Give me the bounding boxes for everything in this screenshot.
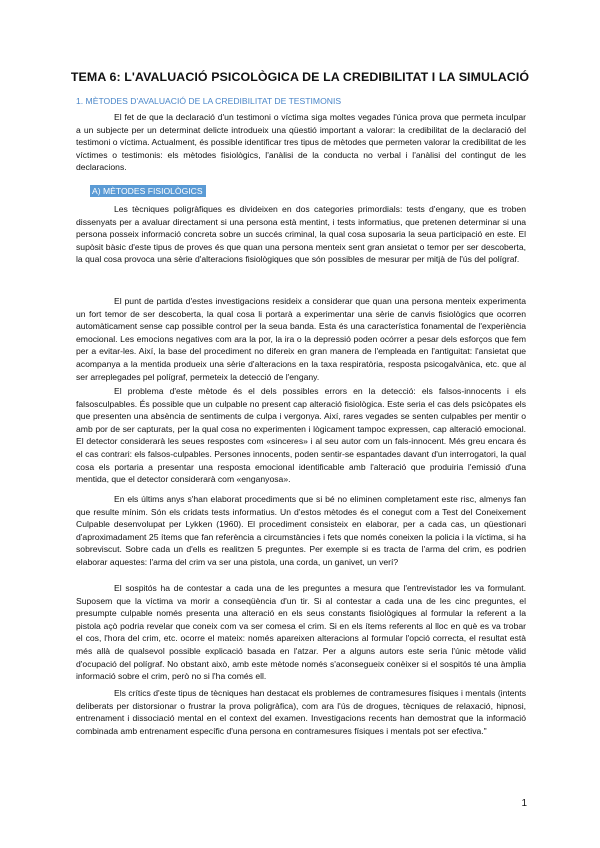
- paragraph-text: El sospitós ha de contestar a cada una de les preguntes a mesura que l'entrevistador les va formulant. Suposem que la víctima va morir a conseqüència d'un tir. Si al contestar a cada una de les cinc preguntes, el presumpte culpable només presenta una alteració en els seus constants fisiològiques al formular la referent a la pistola açò podria revelar que coneix com va ser comesa el crim. Si en els ítems referents al lloc en què es va trobar el cos, l'hora del crim, etc. ocorre el mateix: només apareixen alteracions al formular l'opció correcta, el resultat està més allà de qualsevol possible explicació basada en l'atzar. Per a alguns autors este seria l'únic mètode vàlid d'ocupació del polígraf. No obstant això, amb este mètode només s'aconsegueix conèixer si el sospitós té una àmplia informació sobre el crim, però no si l'ha comés ell.: [76, 583, 526, 682]
- paragraph-informative-tests: [76, 493, 526, 569]
- paragraph-critics: [76, 687, 526, 737]
- paragraph-text: Les tècniques poligràfiques es divideixen en dos categories primordials: tests d'engany, que es troben dissenyats per a avaluar directament si una persona està mentint, i tests informatius, que pretenen determinar si una persona posseix informació concreta sobre un succés criminal, la qual cosa suposaria la seua participació en este. El supòsit bàsic d'este tipus de proves és que quan una persona menteix sent gran ansietat o temor per ser descoberta, la qual cosa provoca una sèrie d'alteracions fisiològiques que són possibles de mesurar per mitjà de l'ús del polígraf.: [76, 204, 526, 265]
- page-number: 1: [521, 798, 527, 809]
- paragraph-text: El problema d'este mètode és el dels possibles errors en la detecció: els falsos-innocents i els falsosculpables. És possible que un culpable no present cap alteració fisiològica. Este seria el cas dels psicòpates els que presenten una absència de sentiments de culpa i vergonya. Així, rares vegades se senten culpables per mentir o amb por de ser capturats, per la qual cosa no experimenten i lògicament tampoc expressen, cap alteració emocional. El detector considerarà les seues respostes com «sinceres» i al seu autor com un fals-innocent. Més greu encara és el cas contrari: els falsos-culpables. Persones innocents, poden sentir-se espantades davant d'un interrogatori, la qual cosa els portaria a presentar una resposta emocional identificable amb l'alteració que produiria l'emissió d'una mentida, que el detector considerarà com «enganyosa».: [76, 386, 526, 485]
- document-title: TEMA 6: L'AVALUACIÓ PSICOLÒGICA DE LA CREDIBILITAT I LA SIMULACIÓ: [70, 70, 530, 84]
- section-heading: 1. MÈTODES D'AVALUACIÓ DE LA CREDIBILITAT DE TESTIMONIS: [76, 96, 342, 106]
- paragraph-suspect-answers: [76, 582, 526, 683]
- paragraph-polygraph-techniques: [76, 203, 526, 266]
- paragraph-text: Els crítics d'este tipus de tècniques han destacat els problemes de contramesures físiques i mentals (intents deliberats per distorsionar o frustrar la prova poligràfica), com ara l'ús de drogues, tècniques de relaxació, hipnosi, entrenament i dissociació mental en el context del examen. Investigacions recents han demostrat que la informació combinada amb entrenament específic d'una persona en contramesures físiques i mentals pot ser efectiva.": [76, 688, 526, 736]
- paragraph-starting-point: [76, 295, 526, 383]
- paragraph-text: El punt de partida d'estes investigacions resideix a considerar que quan una persona menteix experimenta un fort temor de ser descoberta, la qual cosa li portarà a experimentar una sèrie de canvis fisiològics que ocorren automàticament sense cap possible control per la seua banda. Esta és una característica fonamental de l'experiència emocional. Les emocions negatives com ara la por, la ira o la depressió poden ocórrer a pesar dels esforços que fem per a evitar-les. Així, la base del procediment no difereix en gran manera de l'empleada en l'antiguitat: l'ansietat que acompanya a la mentida produeix una sèrie d'alteracions en la taxa respiratòria, resposta psicogalvànica, etc. que al ser arreplegades pel polígraf, permeteix la detecció de l'engany.: [76, 296, 526, 382]
- paragraph-detection-errors: [76, 385, 526, 486]
- subsection-heading: A) MÈTODES FISIOLÒGICS: [90, 185, 206, 197]
- paragraph-text: El fet de que la declaració d'un testimoni o víctima siga moltes vegades l'única prova que permeta inculpar a un subjecte per un determinat delicte introdueix una qüestió important a valorar: la credibilitat de la declaració del testimoni o víctima. Actualment, és possible identificar tres tipus de mètodes que permeten valorar la credibilitat de les víctimes o testimonis: els mètodes fisiològics, l'anàlisi de la conducta no verbal i l'anàlisi del contingut de les declaracions.: [76, 112, 526, 173]
- paragraph-text: En els últims anys s'han elaborat procediments que si bé no eliminen completament este risc, almenys fan que resulte mínim. Són els cridats tests informatius. Un d'estos mètodes és el conegut com a Test del Coneixement Culpable desenvolupat per Lykken (1960). El procediment consisteix en elaborar, per a cada cas, un qüestionari d'aproximadament 25 ítems que fan referència a circumstàncies i fets que només coneixen la policia i la víctima, si ha sobreviscut. Sobre cada un d'ells es realitzen 5 preguntes. Per exemple si es tracta de l'arma del crim, es podrien elaborar aquestes: l'arma del crim va ser una pistola, una corda, un ganivet, un verí?: [76, 494, 526, 567]
- paragraph-intro: [76, 111, 526, 174]
